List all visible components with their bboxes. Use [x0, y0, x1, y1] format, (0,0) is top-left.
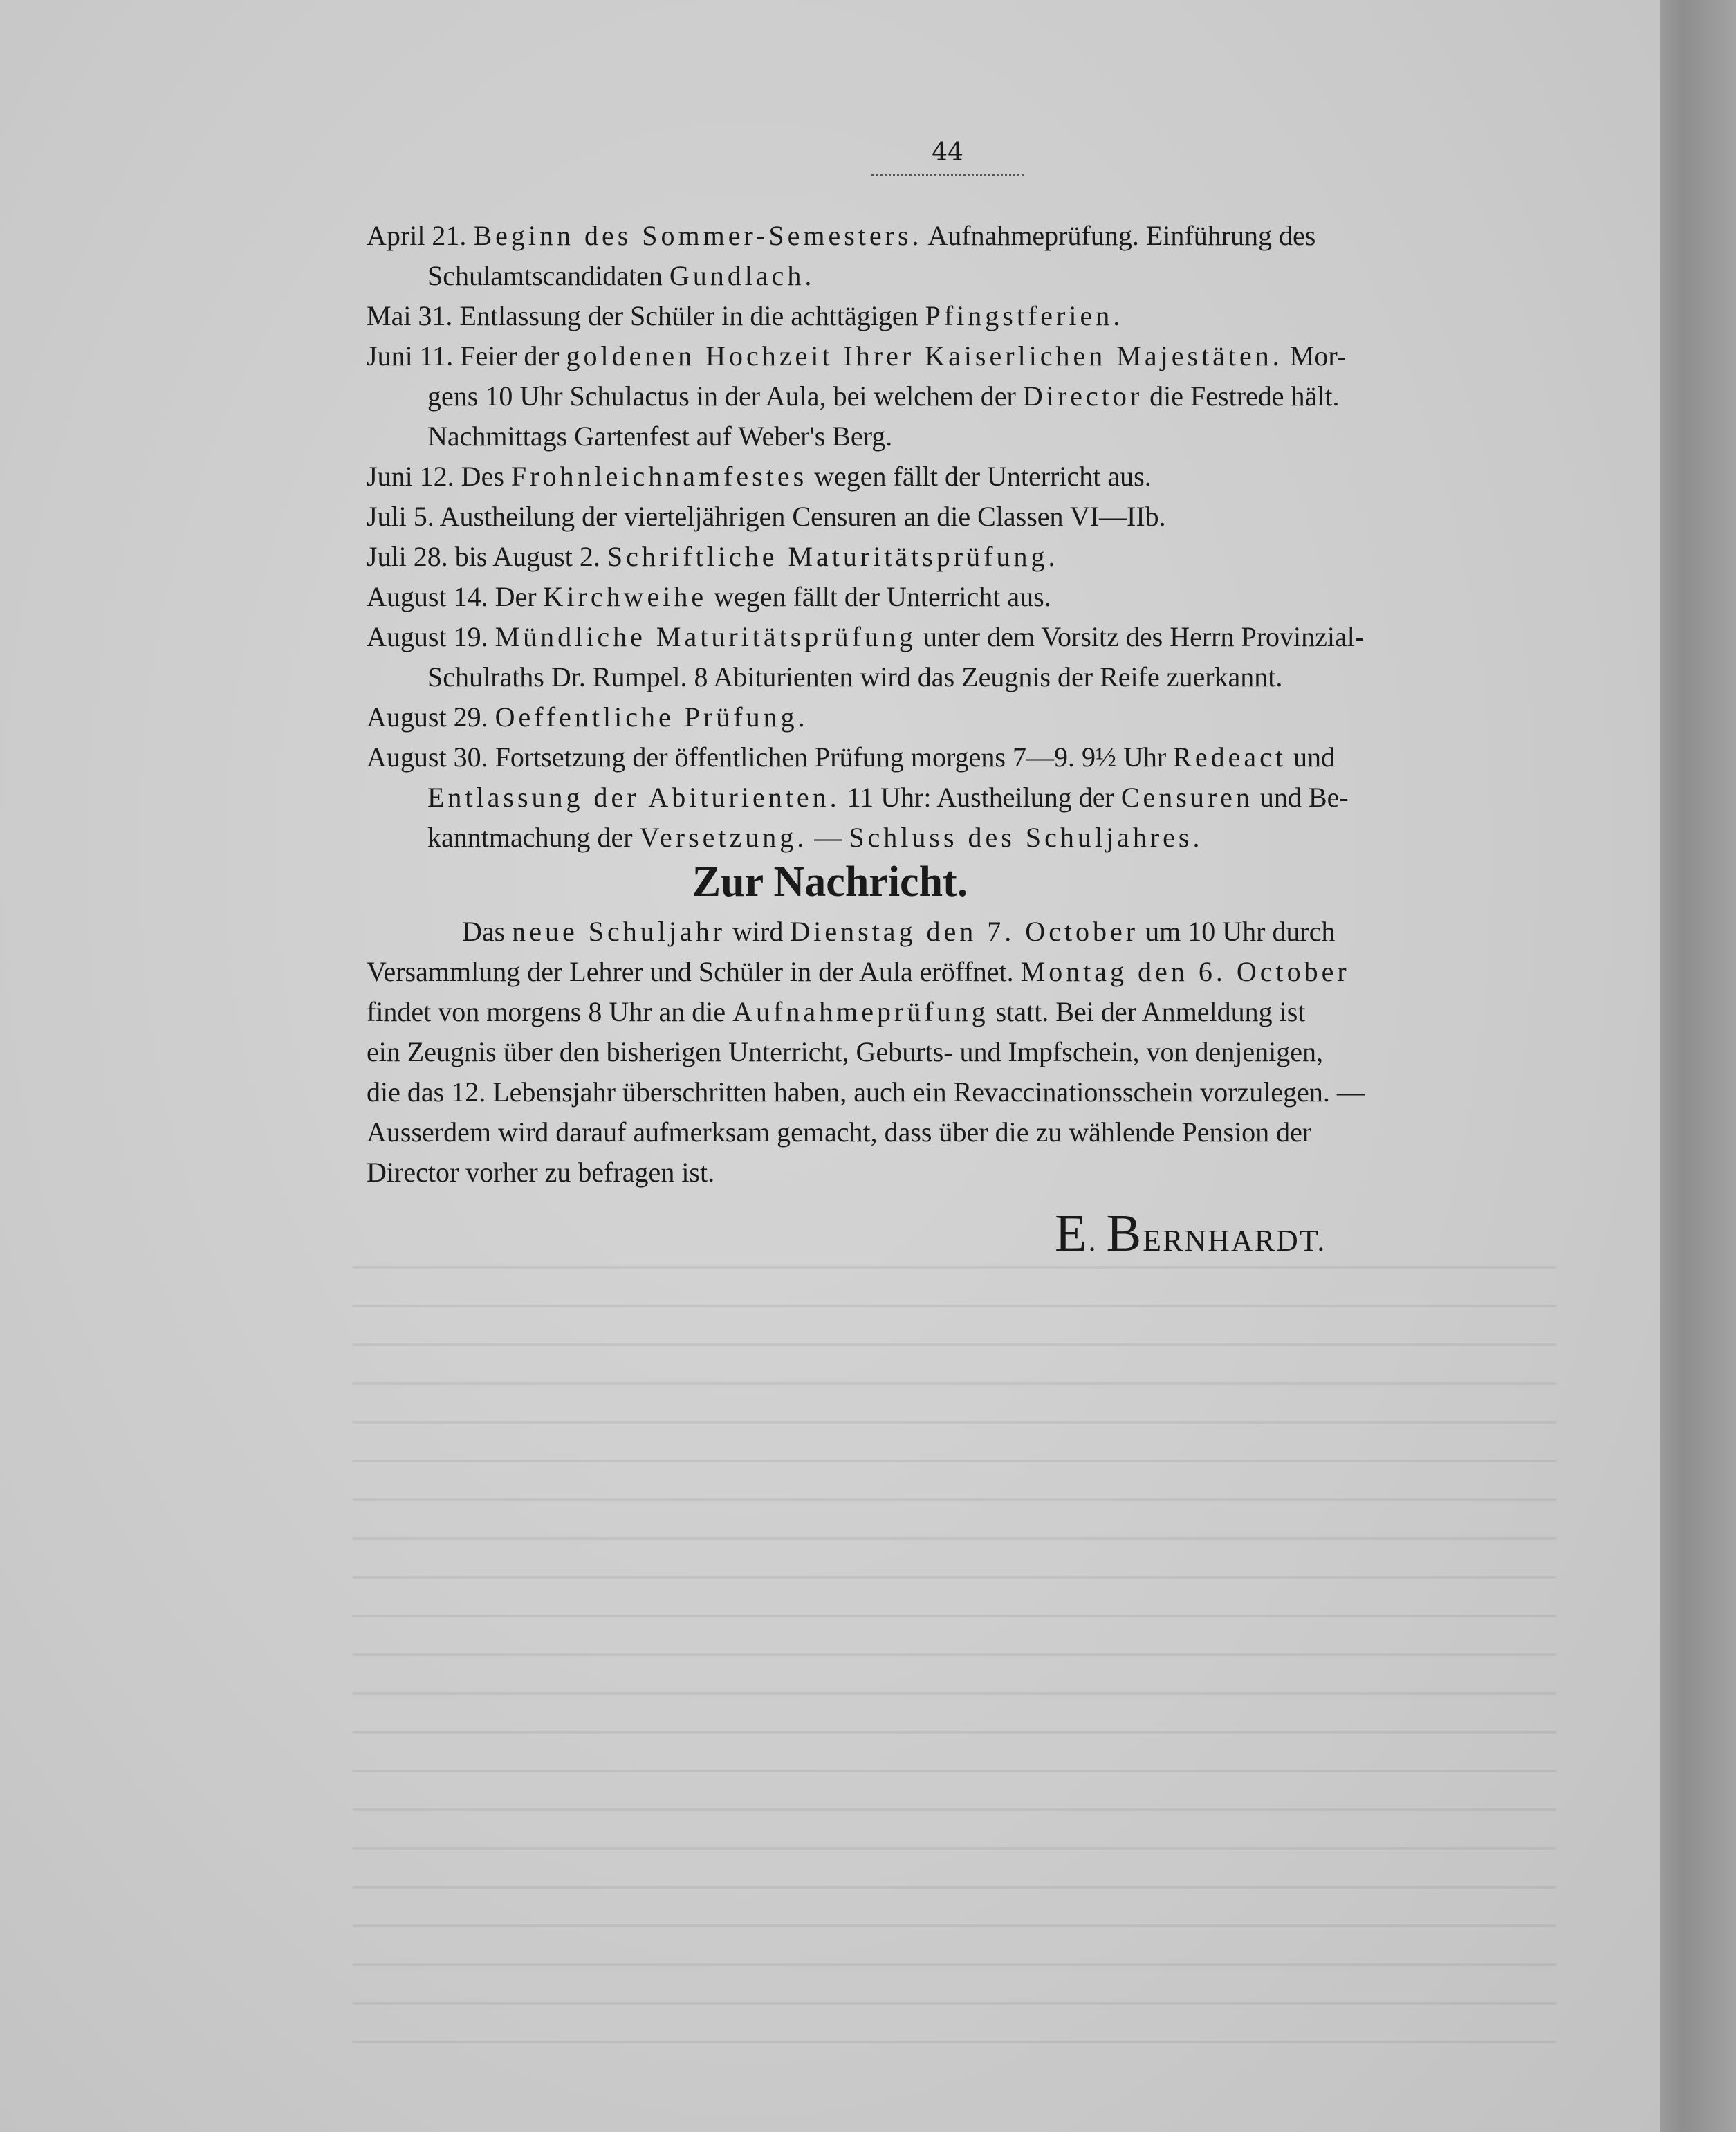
chronicle-line-segment: Mündliche Maturitätsprüfung	[495, 621, 916, 652]
chronicle-line-segment: August 19.	[367, 621, 495, 652]
chronicle-line-segment: Versetzung.	[639, 822, 808, 853]
chronicle-line-segment: August 30. Fortsetzung der öffentlichen Prüfung morgens 7—9. 9½ Uhr	[367, 742, 1174, 773]
notice-line-segment: Director vorher zu befragen ist.	[367, 1157, 715, 1188]
chronicle-line-segment: Kirchweihe	[543, 581, 708, 612]
chronicle-line-segment: Schulraths Dr. Rumpel. 8 Abiturienten wird das Zeugnis der Reife zuerkannt.	[427, 661, 1283, 692]
notice-line-segment: findet von morgens 8 Uhr an die	[367, 996, 733, 1027]
chronicle-line	[367, 457, 1535, 497]
notice-line-segment: Ausserdem wird darauf aufmerksam gemacht, dass über die zu wählende Pension der	[367, 1116, 1312, 1148]
chronicle-line-segment: Mor-	[1282, 340, 1347, 371]
chronicle-line	[367, 737, 1535, 778]
notice-line-segment: neue Schuljahr	[512, 916, 726, 947]
chronicle-line-segment: August 14. Der	[367, 581, 544, 612]
notice-line	[367, 1032, 1535, 1072]
chronicle-line-segment: unter dem Vorsitz des Herrn Provinzial-	[916, 621, 1365, 652]
notice-line-segment: statt. Bei der Anmeldung ist	[988, 996, 1306, 1027]
chronicle-line-segment: Juni 12. Des	[367, 461, 511, 492]
notice-line-segment: Das	[462, 916, 513, 947]
chronicle-line	[367, 497, 1535, 537]
chronicle-line-segment: Nachmittags Gartenfest auf Weber's Berg.	[427, 421, 893, 452]
chronicle-line-segment: Oeffentliche Prüfung.	[495, 701, 809, 733]
chronicle-line-segment: Frohnleichnamfestes	[510, 461, 808, 492]
notice-line	[367, 992, 1535, 1032]
notice-line-segment: Versammlung der Lehrer und Schüler in der Aula eröffnet.	[367, 956, 1021, 987]
notice-line	[367, 1072, 1535, 1112]
chronicle-line	[427, 416, 1596, 457]
chronicle-line-segment: wegen fällt der Unterricht aus.	[807, 461, 1152, 492]
page-edge-shadow	[1660, 0, 1736, 2132]
signature-initial-rest: .	[1088, 1224, 1107, 1258]
chronicle-line-segment: kanntmachung der	[427, 822, 640, 853]
notice-line	[462, 912, 1631, 952]
chronicle-line-segment: 11 Uhr: Austheilung der	[840, 782, 1121, 813]
chronicle-line-segment: August 29.	[367, 701, 495, 733]
notice-line-segment: um 10 Uhr durch	[1138, 916, 1336, 947]
chronicle-line	[427, 376, 1596, 416]
chronicle-line	[367, 617, 1535, 657]
notice-line	[367, 1152, 1535, 1193]
chronicle-line-segment: Juli 5. Austheilung der vierteljährigen Censuren an die Classen VI—IIb.	[367, 501, 1166, 532]
page-number: 44	[932, 138, 963, 167]
chronicle-line	[427, 778, 1596, 818]
signature-initial: E	[1055, 1204, 1089, 1262]
chronicle-line-segment: goldenen Hochzeit Ihrer Kaiserlichen Majestäten.	[566, 340, 1283, 371]
chronicle-line-segment: gens 10 Uhr Schulactus in der Aula, bei welchem der	[427, 380, 1023, 412]
notice-line-segment: die das 12. Lebensjahr überschritten haben, auch ein Revaccinationsschein vorzulegen. —	[367, 1076, 1365, 1108]
chronicle-line-segment: Pfingstferien.	[925, 300, 1124, 331]
chronicle-line	[427, 818, 1596, 858]
chronicle-line-segment: und	[1286, 742, 1335, 773]
notice-line	[367, 1112, 1535, 1152]
notice-line-segment: Aufnahmeprüfung	[732, 996, 989, 1027]
chronicle-line	[367, 296, 1535, 336]
signature-surname-initial: B	[1106, 1204, 1143, 1262]
notice-line-segment: wird	[726, 916, 791, 947]
bleed-through-text	[353, 1266, 1556, 2061]
chronicle-line-segment: wegen fällt der Unterricht aus.	[707, 581, 1051, 612]
notice-line-segment: Montag den 6. October	[1020, 956, 1350, 987]
notice-line	[367, 952, 1535, 992]
chronicle-line	[427, 657, 1596, 697]
chronicle-line	[367, 216, 1535, 256]
page-number-rule	[871, 174, 1024, 176]
chronicle-line-segment: Censuren	[1120, 782, 1253, 813]
chronicle-line-segment: Entlassung der Abiturienten.	[427, 782, 840, 813]
chronicle-line-segment: Redeact	[1173, 742, 1286, 773]
notice-line-segment: Dienstag den 7. October	[790, 916, 1139, 947]
signature-surname: ERNHARDT.	[1143, 1224, 1327, 1258]
chronicle-line-segment: Juni 11. Feier der	[367, 340, 566, 371]
chronicle-line-segment: Schriftliche Maturitätsprüfung.	[607, 541, 1059, 572]
chronicle-line-segment: Juli 28. bis August 2.	[367, 541, 607, 572]
chronicle-line	[427, 256, 1596, 296]
chronicle-line-segment: —	[807, 822, 849, 853]
chronicle-line-segment: Director	[1022, 380, 1143, 412]
chronicle-line	[367, 537, 1535, 577]
chronicle-line-segment: Schulamtscandidaten	[427, 260, 670, 291]
signature	[1055, 1204, 1326, 1264]
chronicle-line	[367, 697, 1535, 737]
chronicle-line-segment: und Be-	[1253, 782, 1349, 813]
notice-line-segment: ein Zeugnis über den bisherigen Unterricht, Geburts- und Impfschein, von denjenigen,	[367, 1036, 1323, 1067]
chronicle-line	[367, 336, 1535, 376]
section-heading: Zur Nachricht.	[692, 858, 968, 906]
chronicle-line-segment: die Festrede hält.	[1143, 380, 1340, 412]
chronicle-line-segment: April 21.	[367, 220, 474, 251]
chronicle-line-segment: Gundlach.	[669, 260, 815, 291]
chronicle-line-segment: Aufnahmeprüfung. Einführung des	[922, 220, 1316, 251]
chronicle-line-segment: Schluss des Schuljahres.	[849, 822, 1203, 853]
chronicle-line-segment: Beginn des Sommer-Semesters.	[473, 220, 923, 251]
chronicle-line-segment: Mai 31. Entlassung der Schüler in die achttägigen	[367, 300, 925, 331]
chronicle-line	[367, 577, 1535, 617]
